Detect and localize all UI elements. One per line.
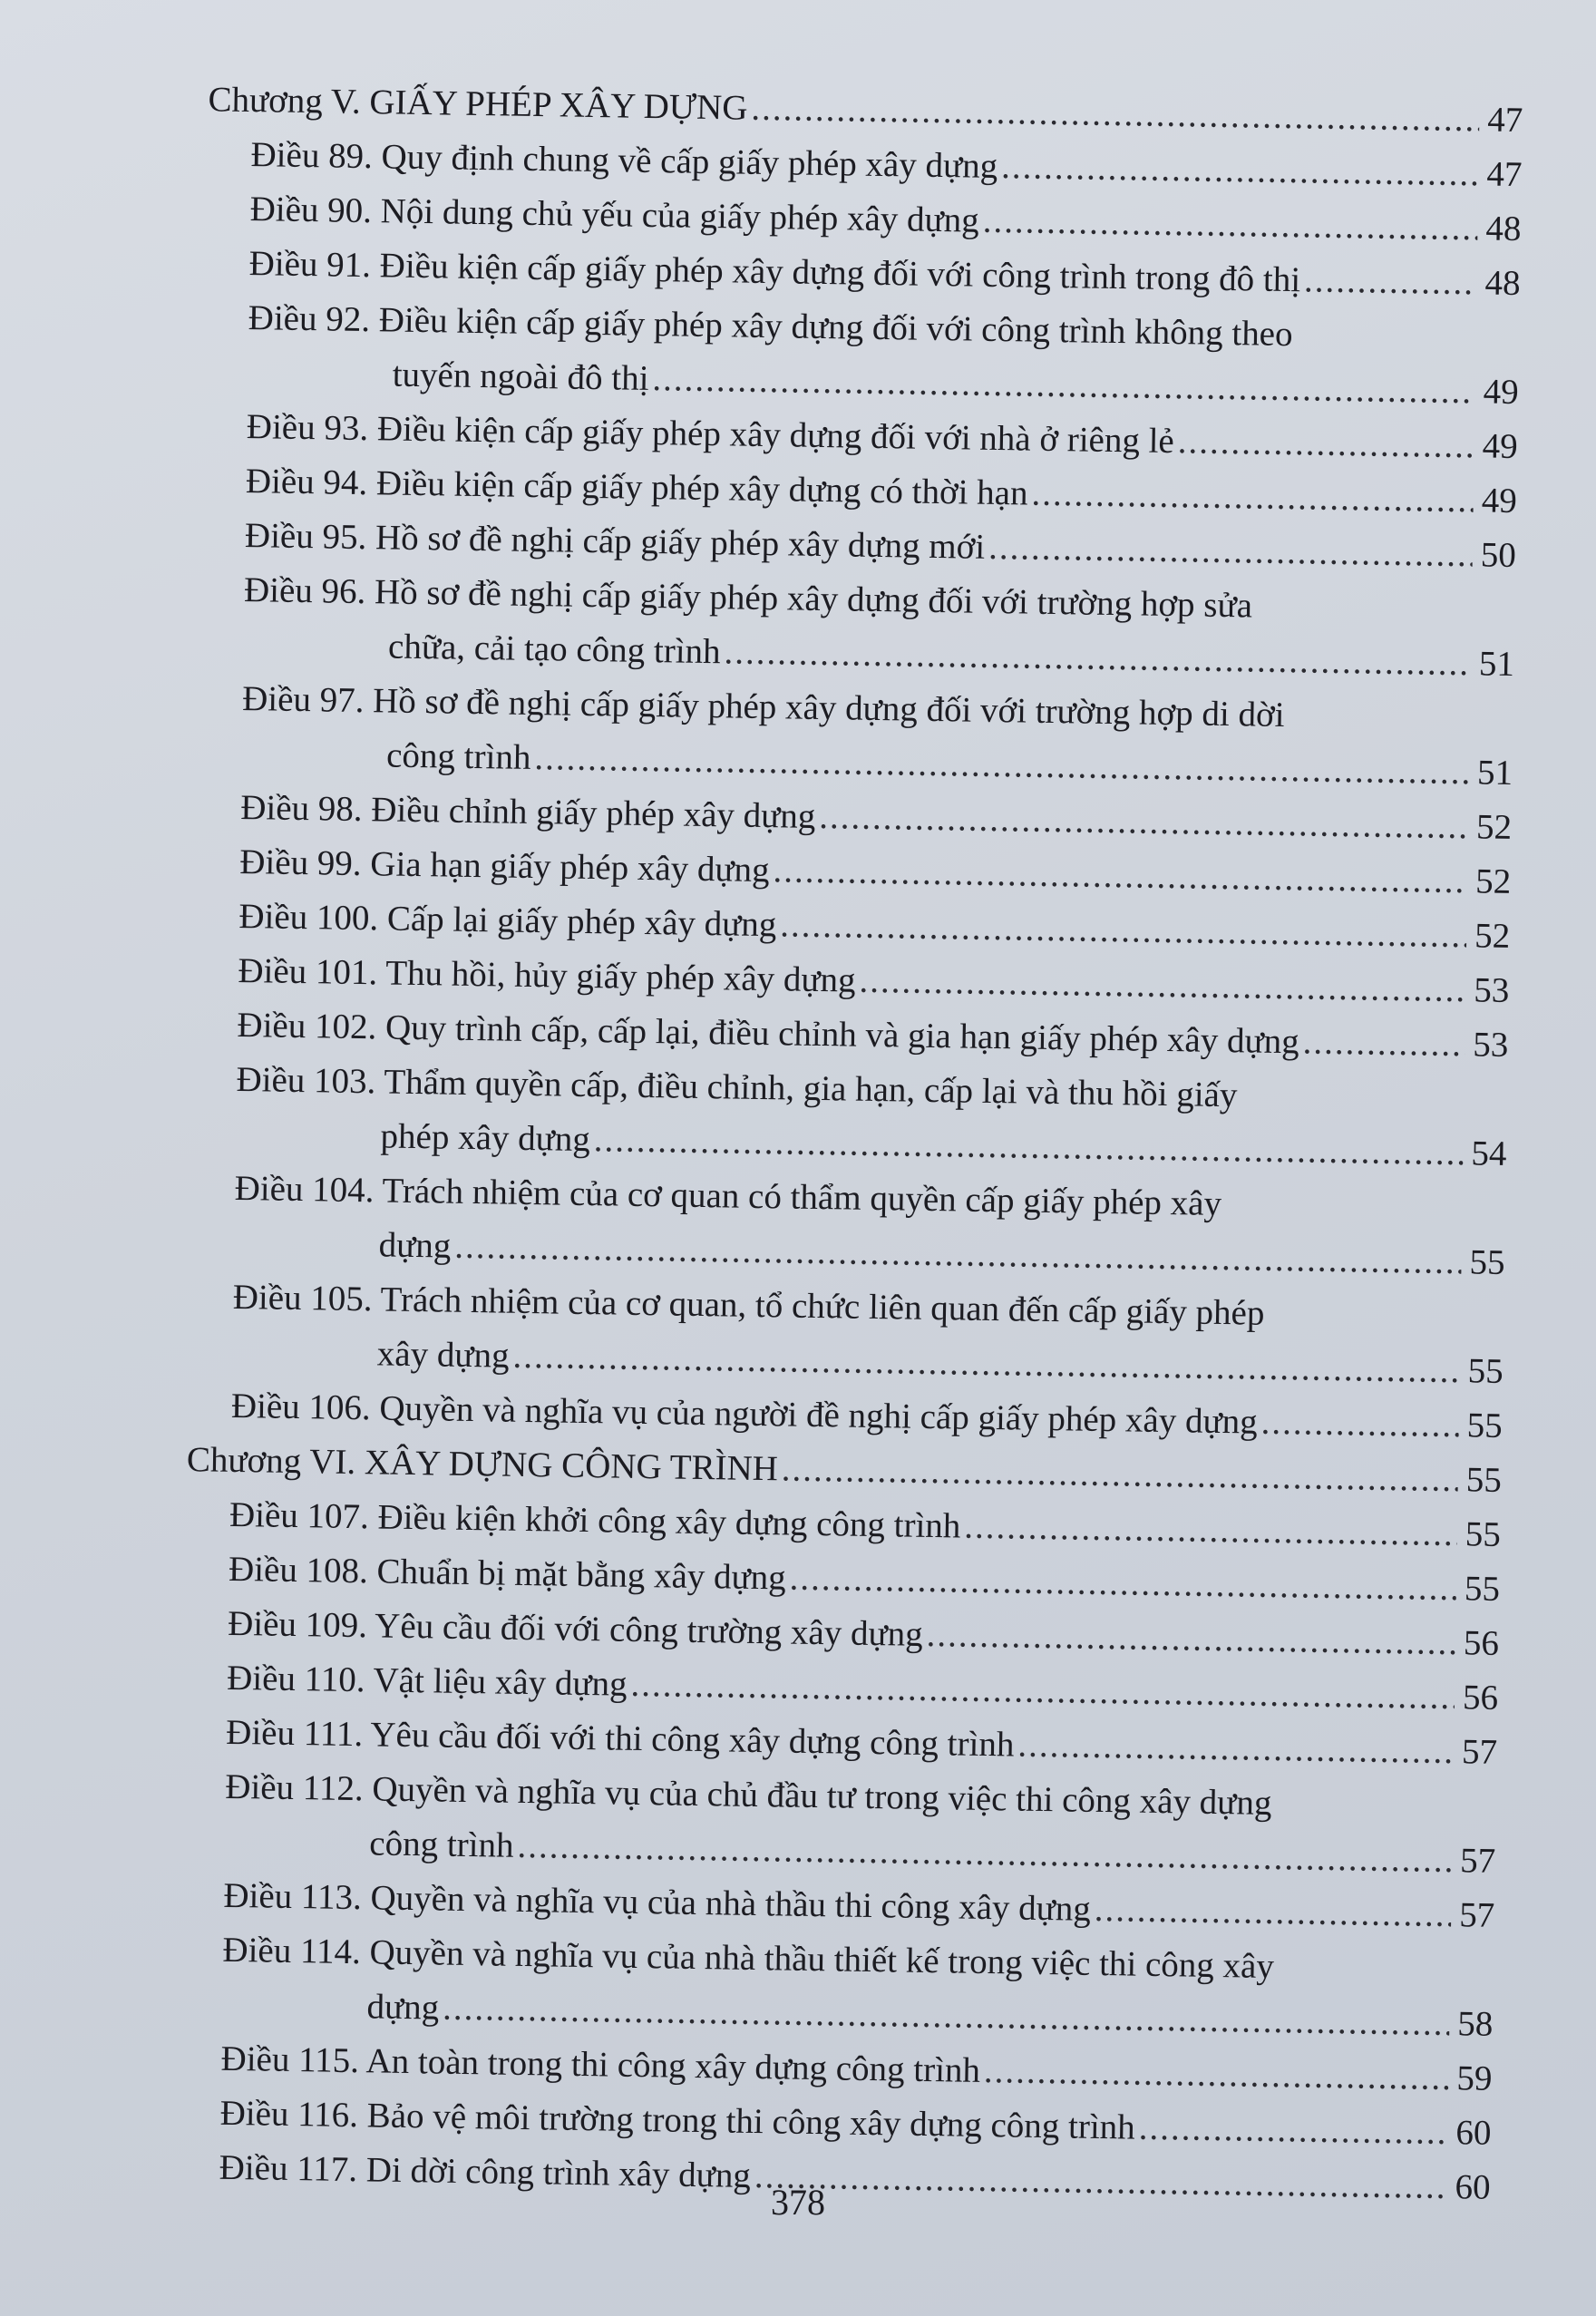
toc-article [185, 290, 1520, 420]
dot-leader [1017, 1718, 1455, 1780]
toc-entry-title: Điều 97. Hồ sơ đề nghị cấp giấy phép xây dựng đối với trường hợp di dời [241, 678, 1285, 735]
toc-entry-title: Điều 101. Thu hồi, hủy giấy phép xây dựng [238, 950, 856, 1000]
toc-page-number: 52 [1474, 916, 1511, 956]
toc-entry-title: phép xây dựng [380, 1116, 591, 1160]
toc-page-number: 51 [1476, 753, 1513, 793]
dot-leader [1001, 140, 1479, 201]
toc-page-number: 57 [1458, 1895, 1495, 1935]
toc-entry-title: Điều 116. Bảo vệ môi trường trong thi công xây dựng công trình [219, 2093, 1136, 2147]
page-number: 378 [771, 2182, 825, 2223]
toc-page-number: 48 [1485, 209, 1522, 249]
toc-entry-title: Điều 105. Trách nhiệm của cơ quan, tổ chức liên quan đến cấp giấy phép [232, 1277, 1265, 1333]
dot-leader [988, 521, 1474, 582]
toc-article [160, 1922, 1494, 2052]
toc-entry-title: Điều 106. Quyền và nghĩa vụ của người đề nghị cấp giấy phép xây dựng [230, 1386, 1258, 1442]
toc-entry-title: Điều 108. Chuẩn bị mặt bằng xây dựng [228, 1549, 787, 1598]
toc-entry-title: Điều 102. Quy trình cấp, cấp lại, điều chỉnh và gia hạn giấy phép xây dựng [237, 1005, 1300, 1062]
toc-page-number: 49 [1481, 481, 1518, 521]
toc-entry-title: Điều 110. Vật liệu xây dựng [226, 1658, 628, 1704]
toc-page-number: 49 [1483, 372, 1519, 413]
dot-leader [1177, 414, 1474, 473]
toc-page-number: 55 [1465, 1460, 1503, 1500]
toc-page-number: 55 [1467, 1351, 1504, 1391]
dot-leader [964, 1500, 1457, 1562]
toc-page-number: 55 [1469, 1242, 1505, 1282]
dot-leader [982, 194, 1478, 257]
toc-page-number: 47 [1486, 154, 1523, 195]
toc-article [162, 1759, 1497, 1889]
toc-entry-title: Điều 95. Hồ sơ đề nghị cấp giấy phép xây dựng mới [244, 516, 986, 567]
toc-entry-title: Điều 90. Nội dung chủ yếu của giấy phép xây dựng [249, 190, 980, 240]
dot-leader [1260, 1396, 1459, 1453]
toc-entry-title: Điều 107. Điều kiện khởi công xây dựng công trình [229, 1494, 961, 1546]
toc-article [173, 1052, 1508, 1182]
toc-entry-title: Điều 113. Quyền và nghĩa vụ của nhà thầu thi công xây dựng [223, 1875, 1092, 1929]
dot-leader [1094, 1883, 1451, 1942]
toc-page-number: 50 [1480, 535, 1517, 576]
toc-entry-title: Điều 114. Quyền và nghĩa vụ của nhà thầu thiết kế trong việc thi công xây [222, 1930, 1275, 1987]
toc-entry-title: Điều 115. An toàn trong thi công xây dựng công trình [220, 2039, 981, 2090]
table-of-contents [157, 73, 1523, 2215]
toc-article [181, 562, 1516, 692]
toc-entry-title: chữa, cải tạo công trình [387, 627, 721, 672]
toc-entry-title: công trình [385, 735, 531, 777]
toc-entry-title: tuyến ngoài đô thị [392, 355, 649, 398]
toc-page-number: 60 [1455, 2113, 1492, 2153]
toc-page-number: 53 [1473, 970, 1510, 1010]
toc-page-number: 48 [1484, 263, 1521, 304]
toc-entry-title: Chương V. GIẤY PHÉP XÂY DỰNG [208, 80, 748, 128]
toc-page-number: 55 [1465, 1514, 1502, 1554]
toc-page-number: 55 [1466, 1406, 1504, 1445]
toc-page-number: 47 [1487, 100, 1523, 141]
toc-page-number: 60 [1455, 2167, 1491, 2207]
toc-entry-title: Điều 109. Yêu cầu đối với công trường xây dựng [227, 1603, 923, 1654]
toc-entry-title: Điều 93. Điều kiện cấp giấy phép xây dựng đối với nhà ở riêng lẻ [246, 407, 1175, 462]
toc-page-number: 49 [1482, 426, 1519, 467]
dot-leader [1031, 467, 1474, 529]
toc-page-number: 59 [1456, 2058, 1493, 2098]
toc-entry-title: dựng [378, 1225, 452, 1266]
toc-entry-title: xây dựng [376, 1334, 510, 1376]
toc-page-number: 54 [1471, 1134, 1507, 1173]
dot-leader [1302, 1015, 1465, 1072]
toc-entry-title: Điều 99. Gia hạn giấy phép xây dựng [238, 842, 770, 890]
dot-leader [1304, 253, 1477, 310]
toc-entry-title: Chương VI. XÂY DỰNG CÔNG TRÌNH [186, 1440, 779, 1489]
dot-leader [984, 2044, 1449, 2106]
toc-page-number: 56 [1463, 1623, 1500, 1663]
toc-article [171, 1161, 1506, 1290]
toc-entry-title: Điều 117. Di dời công trình xây dựng [219, 2147, 752, 2195]
toc-article [180, 671, 1514, 801]
dot-leader [819, 790, 1469, 854]
toc-page-number: 57 [1461, 1732, 1498, 1772]
toc-article [170, 1270, 1504, 1399]
dot-leader [859, 954, 1466, 1017]
toc-page-number: 56 [1462, 1678, 1499, 1718]
toc-entry-title: Điều 92. Điều kiện cấp giấy phép xây dựng đối với công trình không theo [248, 298, 1293, 355]
toc-entry-title: Điều 104. Trách nhiệm của cơ quan có thẩm quyền cấp giấy phép xây [234, 1168, 1222, 1224]
toc-entry-title: Điều 103. Thẩm quyền cấp, điều chỉnh, gia hạn, cấp lại và thu hồi giấy [236, 1059, 1238, 1115]
toc-page-number: 53 [1473, 1025, 1509, 1065]
toc-entry-title: Điều 112. Quyền và nghĩa vụ của chủ đầu tư trong việc thi công xây dựng [224, 1766, 1272, 1823]
toc-entry-title: Điều 96. Hồ sơ đề nghị cấp giấy phép xây dựng đối với trường hợp sửa [243, 570, 1253, 626]
toc-entry-title: Điều 94. Điều kiện cấp giấy phép xây dựng có thời hạn [245, 462, 1028, 513]
toc-page-number: 58 [1457, 2004, 1494, 2044]
toc-entry-title: dựng [366, 1987, 440, 2028]
toc-page-number: 55 [1464, 1569, 1501, 1609]
toc-page-number: 52 [1474, 861, 1512, 901]
toc-entry-title: Điều 100. Cấp lại giấy phép xây dựng [238, 896, 777, 945]
toc-entry-title: Điều 111. Yêu cầu đối với thi công xây dựng công trình [225, 1712, 1015, 1765]
toc-entry-title: Điều 98. Điều chỉnh giấy phép xây dựng [239, 787, 816, 836]
toc-page-number: 57 [1459, 1841, 1496, 1881]
toc-entry-title: công trình [369, 1824, 514, 1865]
toc-entry-title: Điều 89. Quy định chung về cấp giấy phép xây dựng [250, 135, 998, 186]
toc-page-number: 51 [1478, 644, 1515, 685]
toc-entry-title: Điều 91. Điều kiện cấp giấy phép xây dựng đối với công trình trong đô thị [248, 244, 1301, 300]
dot-leader [926, 1608, 1455, 1670]
dot-leader [1138, 2101, 1448, 2160]
toc-page-number: 52 [1475, 807, 1513, 847]
